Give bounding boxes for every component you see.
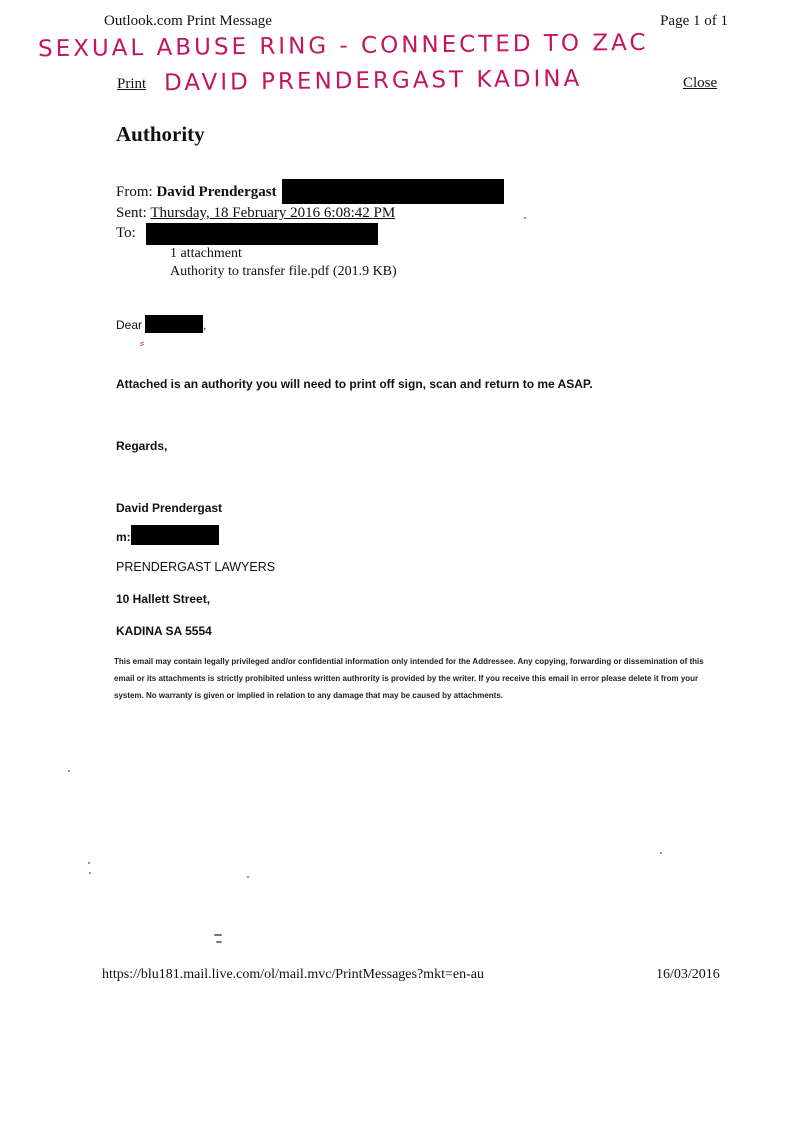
- page-number: Page 1 of 1: [660, 13, 728, 29]
- print-header-title: Outlook.com Print Message: [104, 13, 272, 29]
- redaction-bar: [131, 525, 219, 545]
- from-name: David Prendergast: [156, 184, 277, 200]
- from-row: [116, 184, 277, 201]
- redaction-bar: [146, 223, 378, 245]
- scan-speck: [214, 934, 222, 936]
- signature-street: 10 Hallett Street,: [116, 592, 211, 606]
- greeting: Dear: [116, 318, 143, 332]
- scan-speck: [68, 770, 70, 772]
- pen-mark-icon: ⸗: [140, 336, 144, 350]
- greeting-comma: ,: [203, 318, 207, 332]
- sent-row: [116, 205, 395, 222]
- signature-name: David Prendergast: [116, 501, 223, 515]
- to-row: [116, 225, 136, 242]
- signature-mobile-label: m:: [116, 530, 131, 544]
- redaction-bar: [145, 315, 203, 333]
- scan-speck: [88, 862, 90, 864]
- scan-speck: [247, 876, 249, 878]
- message-body: Attached is an authority you will need to print off sign, scan and return to me ASAP.: [116, 377, 593, 391]
- scan-speck: [524, 217, 526, 219]
- handwritten-note-line-1: SEXUAL ABUSE RING - CONNECTED TO ZAC: [37, 29, 649, 63]
- scan-speck: [660, 852, 662, 854]
- footer-date: 16/03/2016: [656, 967, 720, 982]
- signature-city: KADINA SA 5554: [116, 624, 212, 638]
- scan-speck: [89, 872, 91, 874]
- email-subject: Authority: [116, 122, 205, 146]
- redaction-bar: [282, 179, 504, 204]
- closing: Regards,: [116, 439, 168, 453]
- scan-speck: [216, 941, 222, 943]
- print-link[interactable]: Print: [117, 76, 147, 92]
- to-label: To:: [116, 225, 136, 241]
- attachment-file[interactable]: Authority to transfer file.pdf (201.9 KB): [170, 264, 397, 279]
- email-disclaimer: This email may contain legally privileged and/or confidential information only intended for the Addressee. Any copying, forwarding or dissemination of this email or its attachments is strictly prohibited unless written authrority is provided by the writer. If you receive this email in error please delete it from your system. No warranty is given or implied in relation to any damage that may be caused by attachments.: [114, 657, 704, 700]
- attachment-count: 1 attachment: [170, 246, 242, 261]
- handwritten-note-line-2: DAVID PRENDERGAST KADINA: [163, 65, 583, 97]
- footer-url: https://blu181.mail.live.com/ol/mail.mvc/PrintMessages?mkt=en-au: [102, 967, 484, 982]
- close-link[interactable]: Close: [683, 75, 718, 91]
- from-label: From:: [116, 184, 153, 200]
- sent-label: Sent:: [116, 205, 147, 221]
- sent-value: Thursday, 18 February 2016 6:08:42 PM: [150, 205, 396, 221]
- signature-firm: PRENDERGAST LAWYERS: [116, 560, 276, 574]
